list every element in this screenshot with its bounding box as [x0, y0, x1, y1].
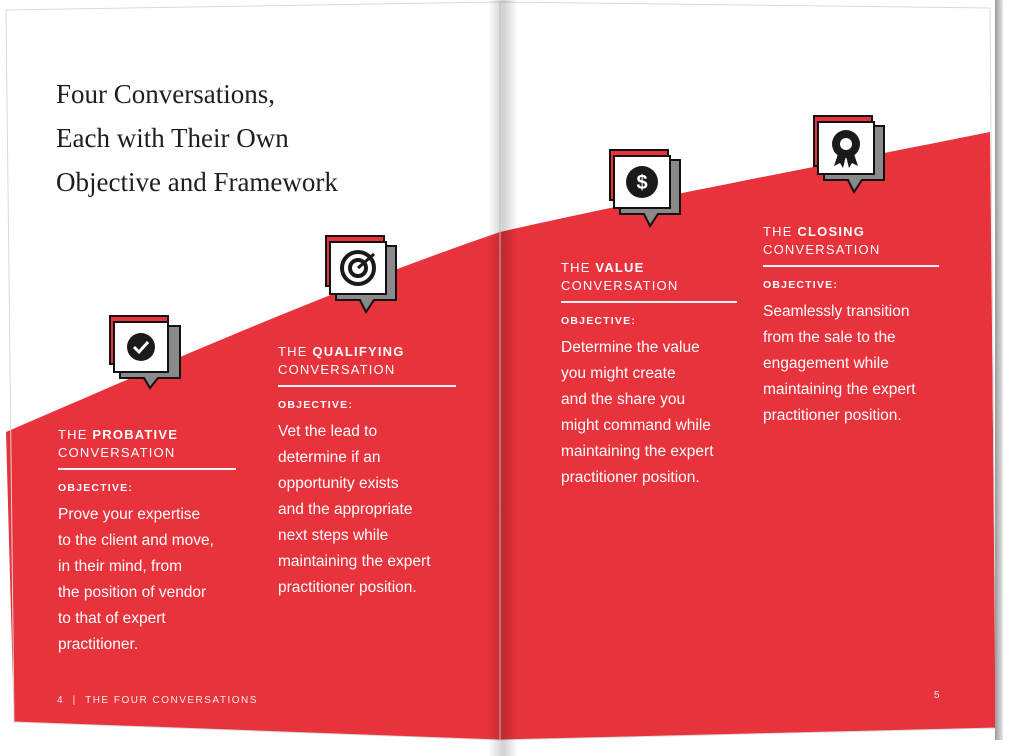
footer-left: 4 | THE FOUR CONVERSATIONS	[57, 695, 258, 706]
objective-line: maintaining the expert	[763, 381, 916, 398]
title-line-2: Each with Their Own	[56, 123, 289, 153]
objective-line: Vet the lead to	[278, 423, 378, 440]
objective-line: next steps while	[278, 527, 389, 544]
check-badge-icon	[92, 312, 188, 392]
qualifying-heading	[278, 343, 456, 379]
objective-line: maintaining the expert	[278, 553, 431, 570]
objective-line: you might create	[561, 365, 676, 382]
heading-line2: CONVERSATION	[763, 242, 881, 257]
objective-line: opportunity exists	[278, 475, 399, 492]
divider	[58, 468, 236, 470]
objective-line: practitioner position.	[278, 579, 417, 596]
objective-line: practitioner.	[58, 636, 139, 653]
objective-text	[561, 335, 737, 491]
objective-line: engagement while	[763, 355, 889, 372]
value-heading	[561, 259, 737, 295]
closing-heading	[763, 223, 939, 259]
objective-label: OBJECTIVE:	[58, 482, 134, 494]
heading-bold: VALUE	[595, 260, 645, 275]
objective-line: from the sale to the	[763, 329, 896, 346]
heading-prefix: THE	[561, 260, 591, 275]
probative-block	[58, 426, 236, 658]
heading-prefix: THE	[278, 344, 308, 359]
objective-text	[763, 299, 939, 429]
divider	[278, 385, 456, 387]
divider	[561, 301, 737, 303]
page-number: 5	[934, 690, 940, 701]
objective-label: OBJECTIVE:	[278, 399, 354, 411]
title-line-3: Objective and Framework	[56, 167, 338, 197]
value-block	[561, 259, 737, 491]
objective-line: to that of expert	[58, 610, 166, 627]
objective-line: and the share you	[561, 391, 686, 408]
probative-heading	[58, 426, 236, 462]
objective-line: Determine the value	[561, 339, 700, 356]
closing-block	[763, 223, 939, 429]
objective-line: the position of vendor	[58, 584, 207, 601]
title-line-1: Four Conversations,	[56, 79, 275, 109]
heading-bold: QUALIFYING	[312, 344, 405, 359]
target-icon	[312, 232, 408, 320]
objective-line: practitioner position.	[561, 469, 700, 486]
svg-text:$: $	[636, 172, 648, 194]
heading-bold: PROBATIVE	[92, 427, 179, 442]
heading-line2: CONVERSATION	[58, 445, 176, 460]
page-title	[56, 72, 436, 204]
objective-line: maintaining the expert	[561, 443, 714, 460]
objective-text	[58, 502, 236, 658]
objective-line: practitioner position.	[763, 407, 902, 424]
objective-line: Prove your expertise	[58, 506, 201, 523]
objective-line: in their mind, from	[58, 558, 183, 575]
objective-line: and the appropriate	[278, 501, 413, 518]
qualifying-block	[278, 343, 456, 601]
divider	[763, 265, 939, 267]
heading-line2: CONVERSATION	[278, 362, 396, 377]
page-edge-shadow	[995, 0, 1003, 740]
objective-line: to the client and move,	[58, 532, 214, 549]
heading-line2: CONVERSATION	[561, 278, 679, 293]
objective-line: might command while	[561, 417, 711, 434]
award-ribbon-icon	[800, 112, 896, 204]
heading-prefix: THE	[763, 224, 793, 239]
objective-label: OBJECTIVE:	[561, 315, 637, 327]
heading-prefix: THE	[58, 427, 88, 442]
objective-line: Seamlessly transition	[763, 303, 910, 320]
dollar-icon	[596, 146, 692, 234]
objective-label: OBJECTIVE:	[763, 279, 839, 291]
objective-line: determine if an	[278, 449, 381, 466]
heading-bold: CLOSING	[797, 224, 866, 239]
objective-text	[278, 419, 456, 601]
